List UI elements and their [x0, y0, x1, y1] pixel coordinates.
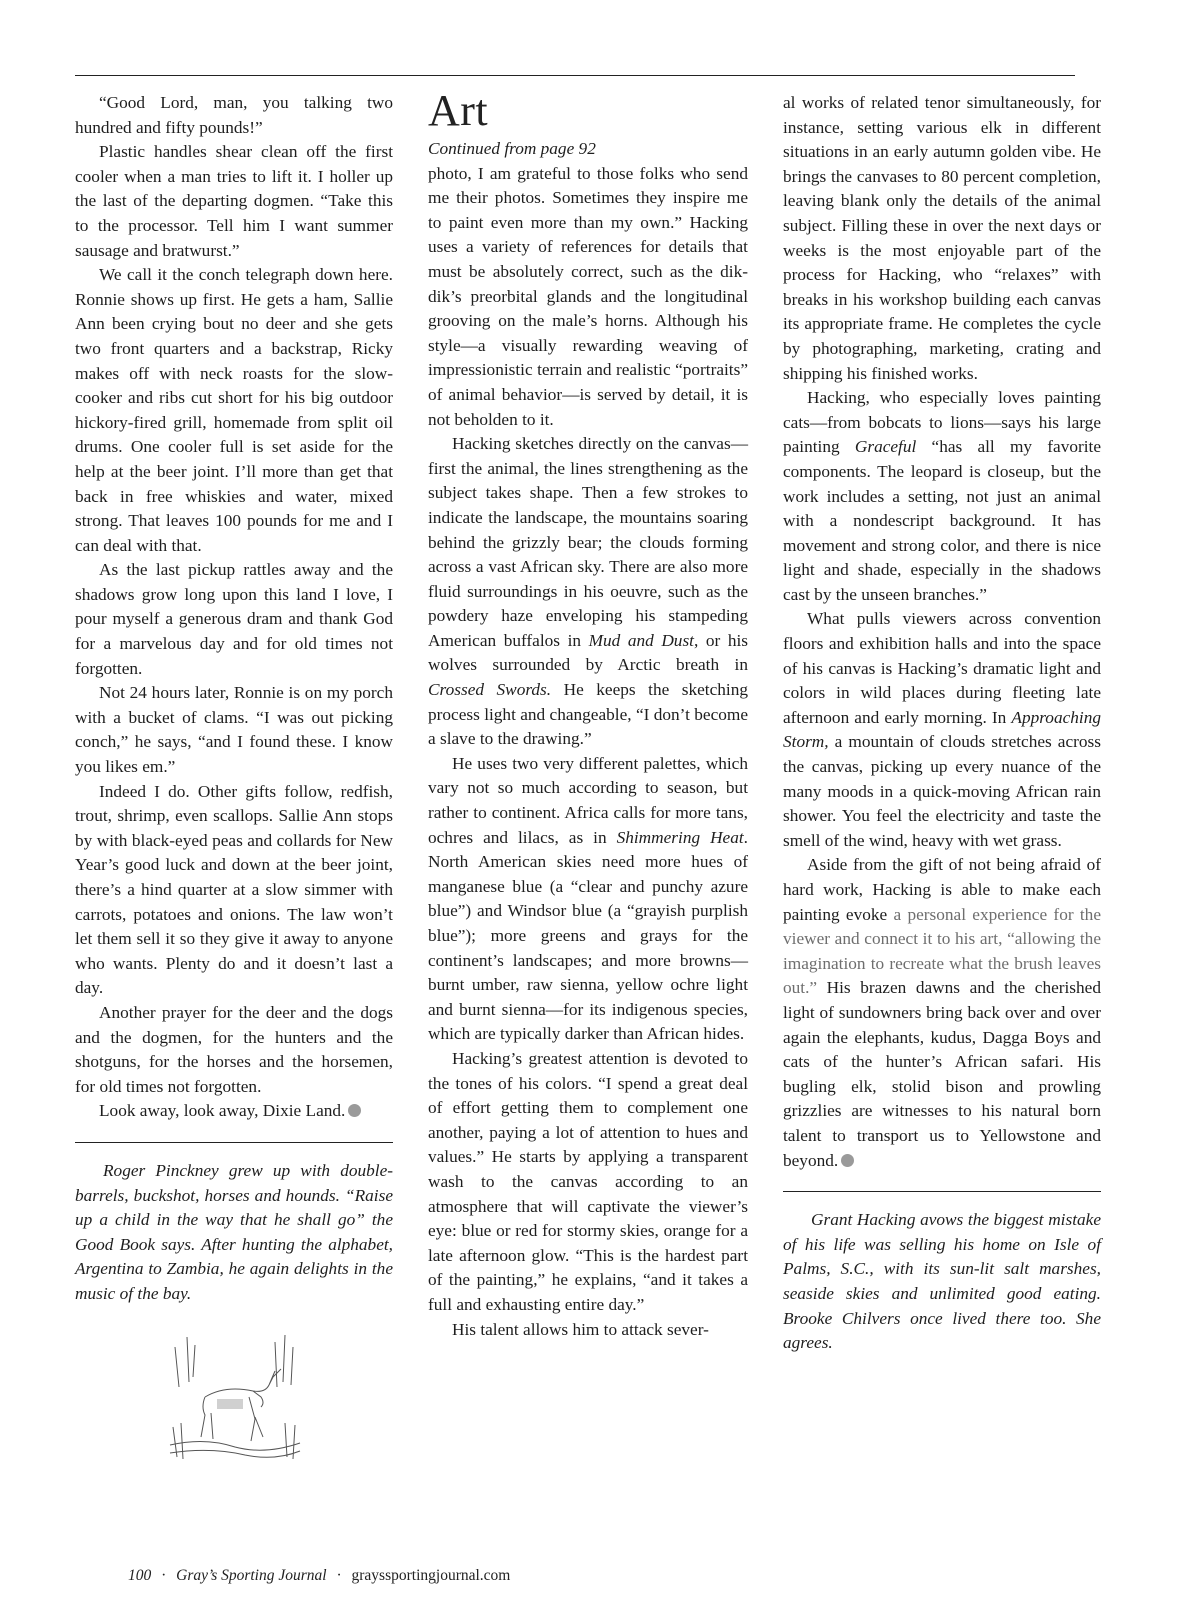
artwork-title: Shimmering Heat [616, 827, 744, 847]
text-run: Hacking sketches directly on the canvas—first the animal, the lines strengthening as the subject takes shape. Then a few strokes to indicate the landscape, the mountains soaring behind the grizzly bear; the clouds forming across a vast African sky. There are also more fluid surroundings in his oeuvre, such as the powdery haze enveloping his stampeding American buffalos in [428, 434, 748, 650]
column-middle [428, 88, 748, 1342]
column-right [783, 91, 1101, 1356]
bio-divider [75, 1142, 393, 1143]
paragraph: We call it the conch telegraph down here. Ronnie shows up first. He gets a ham, Sallie Ann been crying bout no deer and she gets two front quarters and a backstrap, Ricky makes off with neck roasts for the slow-cooker and ribs cut short for his big outdoor hickory-fired grill, homemade from split oil drums. One cooler full is set aside for the help at the beer joint. I’ll more than get that back in free whiskies and water, mixed strong. That leaves 100 pounds for me and I can deal with that. [75, 265, 393, 555]
author-bio [75, 1159, 393, 1307]
paragraph: al works of related tenor simultaneously, for instance, setting various elk in different situations in an early autumn golden vibe. He brings the canvases to 80 percent completion, leaving blank only the details of the animal subject. Filling these in over the next days or weeks is the most enjoyable part of the process for Hacking, who “relaxes” with breaks in his workshop building each canvas its appropriate frame. He completes the cycle by photographing, marketing, crating and shipping his finished works. [783, 93, 1101, 383]
paragraph: “Good Lord, man, you talking two hundred and fifty pounds!” [75, 93, 393, 137]
publication-name: Gray’s Sporting Journal [176, 1567, 327, 1584]
paragraph: Plastic handles shear clean off the first cooler when a man tries to lift it. I holler up the last of the departing dogmen. “Take this to the processor. Tell him I want summer sausage and bratwurst.” [75, 142, 393, 260]
paragraph [783, 853, 1101, 1173]
paragraph [783, 386, 1101, 607]
footer-separator: · [161, 1567, 167, 1584]
footer-separator: · [336, 1567, 342, 1584]
artwork-title: Approaching Storm, [783, 707, 1101, 752]
text-run: His brazen dawns and the cherished light of sundowners bring back over and over again the elephants, kudus, Dagga Boys and cats of the hunter’s African safari. His bugling elk, stolid bison and prowling grizzlies are witnesses to his natural born talent to transport us to Yellowstone and beyond. [783, 978, 1101, 1170]
paragraph: Another prayer for the deer and the dogs and the dogmen, for the hunters and the shotguns, for the horses and the horsemen, for old times not forgotten. [75, 1002, 393, 1096]
text-run: What pulls viewers across convention floors and exhibition halls and into the space of his canvas is Hacking’s dramatic light and colors in wild places during fleeting late afternoon and early morning. In [783, 609, 1101, 727]
page-footer [128, 1567, 510, 1585]
paragraph: Indeed I do. Other gifts follow, redfish, trout, shrimp, even scallops. Sallie Ann stops by with black-eyed peas and collards for New Year’s good luck and down at the beer joint, there’s a hind quarter at a slow simmer with carrots, potatoes and onions. The law won’t let them sell it so they give it away to anyone who wants. Plenty do and it doesn’t last a day. [75, 781, 393, 998]
paragraph [428, 752, 748, 1047]
end-mark-icon [841, 1154, 854, 1167]
publication-url[interactable]: grayssportingjournal.com [351, 1567, 511, 1584]
text-run: Hacking, who especially loves painting cats—from bobcats to lions—says his large painting [783, 388, 1101, 457]
text-run-light: a personal experience for the viewer and connect it to his art, “allowing the imagination to recreate what the brush leaves out.” [783, 904, 1101, 998]
text-run: a mountain of clouds stretches across the canvas, picking up every nuance of the many moods in a quick-moving African rain shower. You feel the electricity and taste the smell of the wind, heavy with wet grass. [783, 732, 1101, 850]
paragraph: His talent allows him to attack sever- [452, 1319, 709, 1339]
text-run: “has all my favorite components. The leopard is closeup, but the work includes a setting, not just an animal with a nondescript background. It has movement and strong color, and there is nice light and shade, especially in the shadows cast by the unseen branches.” [783, 437, 1102, 604]
paragraph [783, 607, 1101, 853]
text-run: . North American skies need more hues of manganese blue (a “clear and punchy azure blue”) and Windsor blue (a “grayish purplish blue”); more greens and grays for the continent’s landscapes; and more browns—burnt umber, raw sienna, yellow ochre light and burnt sienna—for its indigenous species, which are typically darker than African hides. [428, 827, 748, 1044]
artwork-title: Crossed Swords. [428, 680, 552, 700]
paragraph: Not 24 hours later, Ronnie is on my porch with a bucket of clams. “I was out picking conch,” he says, “and I found these. I know you likes em.” [75, 683, 393, 777]
author-bio-text: Grant Hacking avows the biggest mistake of his life was selling his home on Isle of Palms, S.C., with its sun-lit salt marshes, seaside skies and unlimited good eating. Brooke Chilvers once lived there too. She agrees. [783, 1210, 1101, 1353]
paragraph: As the last pickup rattles away and the shadows grow long upon this land I love, I pour myself a generous dram and thank God for a marvelous day and for old times not forgotten. [75, 560, 393, 678]
continued-from-note: Continued from page 92 [428, 139, 596, 158]
page-number: 100 [128, 1567, 152, 1584]
text-run: He uses two very different palettes, which vary not so much according to season, but rather to continent. Africa calls for more tans, ochres and lilacs, as in [428, 753, 748, 847]
author-bio [783, 1208, 1101, 1356]
section-headline: Art [428, 86, 489, 135]
column-left [75, 91, 393, 1474]
paragraph [428, 432, 748, 752]
paragraph: Hacking’s greatest attention is devoted to the tones of his colors. “I spend a great deal of effort getting them to complement one another, paying a lot of attention to hues and values.” He starts by applying a transparent wash to the canvas according to an atmosphere that will captivate the viewer’s eye: blue or red for stormy skies, orange for a late afternoon glow. “This is the hardest part of the painting,” he explains, “and it takes a full and exhausting entire day.” [428, 1048, 748, 1314]
artwork-title: Graceful [854, 437, 917, 457]
paragraph: photo, I am grateful to those folks who send me their photos. Sometimes they inspire me to paint even more than my own.” Hacking uses a variety of references for details that must be absolutely correct, such as the dik-dik’s preorbital glands and the longitudinal grooving on the male’s horns. Although his style—a visually rewarding weaving of impressionistic terrain and realistic “portraits” of animal behavior—is served by detail, it is not beholden to it. [428, 163, 748, 429]
closing-text: Look away, look away, Dixie Land. [99, 1101, 346, 1121]
end-mark-icon [348, 1104, 361, 1117]
top-rule [75, 75, 1075, 76]
author-bio-text: Roger Pinckney grew up with double-barrels, buckshot, horses and hounds. “Raise up a child in the way that he shall go” the Good Book says. After hunting the alphabet, Argentina to Zambia, he again delights in the music of the bay. [75, 1160, 393, 1303]
deer-sketch-illustration [165, 1327, 305, 1467]
closing-line [75, 1099, 393, 1124]
bio-divider [783, 1191, 1101, 1192]
text-run: He keeps the sketching process light and changeable, “I don’t become a slave to the drawing.” [428, 680, 748, 749]
text-run: Aside from the gift of not being afraid of hard work, Hacking is able to make each painting evoke [783, 855, 1101, 924]
text-run: , or his wolves surrounded by Arctic breath in [428, 630, 748, 675]
artwork-title: Mud and Dust [588, 630, 694, 650]
